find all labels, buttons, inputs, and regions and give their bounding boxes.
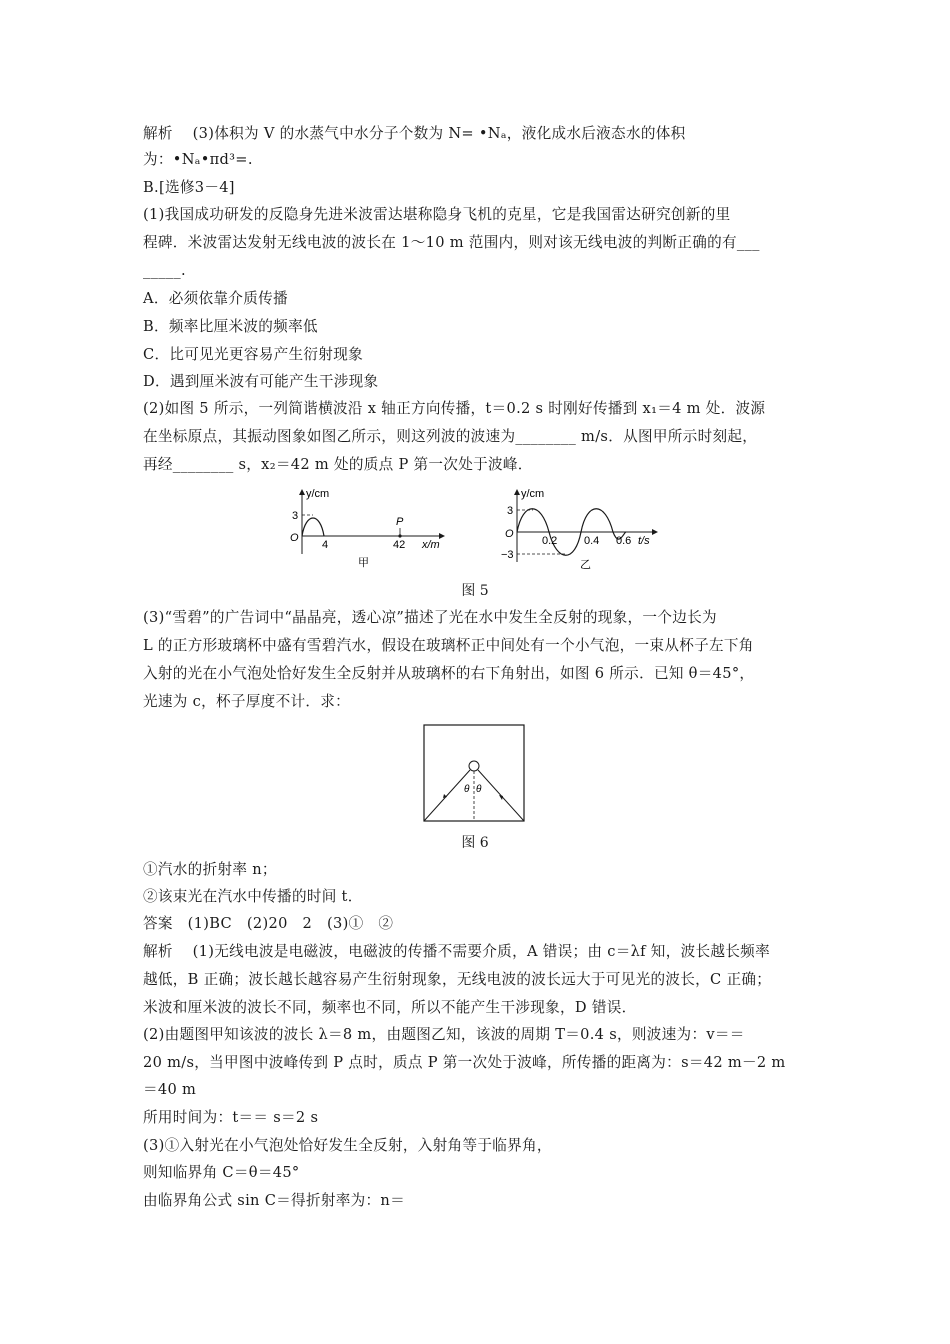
text-line: (1)我国成功研发的反隐身先进米波雷达堪称隐身飞机的克星，它是我国雷达研究创新的里 (143, 206, 731, 223)
text-line: 在坐标原点，其振动图象如图乙所示，则这列波的波速为________ m/s．从图甲所示时刻起， (143, 428, 758, 445)
text-line: 程碑．米波雷达发射无线电波的波长在 1～10 m 范围内，则对该无线电波的判断正确的有___ (143, 234, 760, 251)
text-line: 越低，B 正确；波长越长越容易产生衍射现象，无线电波的波长远大于可见光的波长，C 正确； (143, 971, 772, 988)
text-line: 解析 (1)无线电波是电磁波，电磁波的传播不需要介质，A 错误；由 c＝λf 知，波长越长频率 (143, 943, 770, 960)
option-c: C．比可见光更容易产生衍射现象 (143, 346, 363, 363)
text-line: 解析 (3)体积为 V 的水蒸气中水分子个数为 N= •Nₐ，液化成水后液态水的体积 (143, 125, 686, 142)
origin-label: O (290, 532, 299, 544)
text-line: (3)①入射光在小气泡处恰好发生全反射，入射角等于临界角， (143, 1137, 552, 1154)
y-tick-label: −3 (501, 549, 514, 561)
axis-label-x: x/m (422, 539, 440, 551)
text-line: 20 m/s，当甲图中波峰传到 P 点时，质点 P 第一次处于波峰，所传播的距离为：s＝42 m－2 m (143, 1054, 786, 1071)
text-line: 则知临界角 C＝θ＝45° (143, 1164, 300, 1181)
figure-5-caption: 图 5 (461, 583, 489, 599)
x-tick-label: 4 (322, 539, 329, 551)
text-line: ＝40 m (143, 1081, 197, 1098)
text-line: 再经________ s，x₂＝42 m 处的质点 P 第一次处于波峰． (143, 456, 533, 473)
option-a: A．必须依靠介质传播 (143, 290, 288, 307)
figure-6-caption: 图 6 (461, 835, 489, 851)
option-b: B．频率比厘米波的频率低 (143, 318, 318, 335)
text-line: 为：•Nₐ•πd³=. (143, 151, 253, 168)
subcaption-yi: 乙 (580, 559, 591, 571)
origin-label: O (505, 528, 514, 540)
option-d: D．遇到厘米波有可能产生干涉现象 (143, 373, 379, 390)
axis-label-y: y/cm (521, 488, 545, 500)
text-line: ①汽水的折射率 n； (143, 861, 277, 878)
text-line: (2)由题图甲知该波的波长 λ＝8 m，由题图乙知，该波的周期 T＝0.4 s，则波速为：v＝＝ (143, 1026, 745, 1043)
text-line: 入射的光在小气泡处恰好发生全反射并从玻璃杯的右下角射出，如图 6 所示．已知 θ＝45°， (143, 665, 755, 682)
answer-line: 答案 (1)BC (2)20 2 (3)① ② (143, 915, 394, 932)
y-tick-label: 3 (507, 505, 514, 517)
axis-label-t: t/s (638, 535, 650, 547)
text-line: 光速为 c，杯子厚度不计．求： (143, 693, 351, 710)
text-line: (2)如图 5 所示，一列简谐横波沿 x 轴正方向传播，t＝0.2 s 时刚好传播到 x₁＝4 m 处．波源 (143, 400, 766, 417)
t-tick-label: 0.2 (542, 535, 558, 547)
axis-label-y: y/cm (306, 488, 330, 500)
figure-5-yi (490, 484, 665, 584)
text-line: ②该束光在汽水中传播的时间 t． (143, 888, 363, 905)
figure-6-glass-cup (420, 722, 530, 824)
text-line: B.[选修3－4] (143, 179, 235, 196)
text-line: 米波和厘米波的波长不同，频率也不同，所以不能产生干涉现象，D 错误． (143, 999, 637, 1016)
t-tick-label: 0.4 (584, 535, 600, 547)
text-line: 所用时间为：t＝＝ s＝2 s (143, 1109, 319, 1126)
figure-5-jia (276, 484, 456, 584)
text-line: (3)“雪碧”的广告词中“晶晶亮，透心凉”描述了光在水中发生全反射的现象，一个边长为 (143, 609, 717, 626)
x-tick-label: 42 (393, 539, 406, 551)
angle-label: θ (476, 784, 482, 795)
text-line: _____. (143, 262, 186, 279)
point-p-label: P (396, 516, 404, 528)
text-line: 由临界角公式 sin C＝得折射率为：n＝ (143, 1192, 406, 1209)
t-tick-label: 0.6 (616, 535, 632, 547)
subcaption-jia: 甲 (358, 557, 369, 569)
y-tick-label: 3 (292, 510, 299, 522)
angle-label: θ (464, 784, 470, 795)
text-line: L 的正方形玻璃杯中盛有雪碧汽水，假设在玻璃杯正中间处有一个小气泡，一束从杯子左下角 (143, 637, 754, 654)
